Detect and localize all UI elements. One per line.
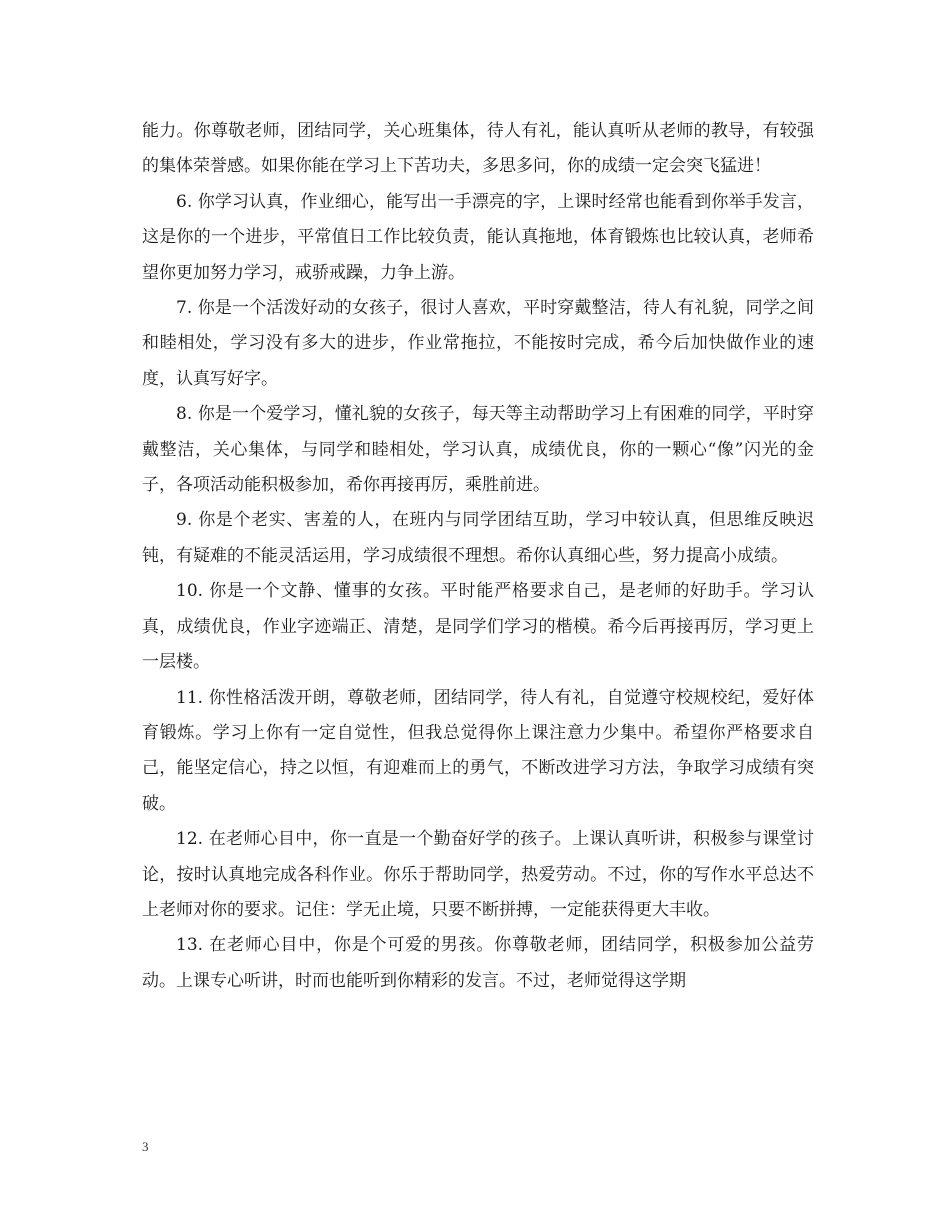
paragraph-comment-12: 12. 在老师心目中，你一直是一个勤奋好学的孩子。上课认真听讲，积极参与课堂讨论，按时认真地完成各科作业。你乐于帮助同学，热爱劳动。不过，你的写作水平总达不上老师对你的要求。记住：学无止境，只要不断拼搏，一定能获得更大丰收。 [142,829,814,920]
page-number: 3 [142,1139,149,1154]
paragraph-continued: 能力。你尊敬老师，团结同学，关心班集体，待人有礼，能认真听从老师的教导，有较强的集体荣誉感。如果你能在学习上下苦功夫，多思多问，你的成绩一定会突飞猛进！ [142,121,814,177]
paragraph-comment-7: 7. 你是一个活泼好动的女孩子，很讨人喜欢，平时穿戴整洁，待人有礼貌，同学之间和睦相处，学习没有多大的进步，作业常拖拉，不能按时完成，希今后加快做作业的速度，认真写好字。 [142,298,814,389]
paragraph-comment-9: 9. 你是个老实、害羞的人，在班内与同学团结互助，学习中较认真，但思维反映迟钝，有疑难的不能灵活运用，学习成绩很不理想。希你认真细心些，努力提高小成绩。 [142,510,814,566]
document-body [142,114,814,999]
paragraph-comment-11: 11. 你性格活泼开朗，尊敬老师，团结同学，待人有礼，自觉遵守校规校纪，爱好体育锻炼。学习上你有一定自觉性，但我总觉得你上课注意力少集中。希望你严格要求自己，能坚定信心，持之以恒，有迎难而上的勇气，不断改进学习方法，争取学习成绩有突破。 [142,687,814,814]
paragraph-comment-13: 13. 在老师心目中，你是个可爱的男孩。你尊敬老师，团结同学，积极参加公益劳动。上课专心听讲，时而也能听到你精彩的发言。不过，老师觉得这学期 [142,935,814,991]
paragraph-comment-10: 10. 你是一个文静、懂事的女孩。平时能严格要求自己，是老师的好助手。学习认真，成绩优良，作业字迹端正、清楚，是同学们学习的楷模。希今后再接再厉，学习更上一层楼。 [142,581,814,673]
paragraph-comment-6: 6. 你学习认真，作业细心，能写出一手漂亮的字，上课时经常也能看到你举手发言，这是你的一个进步，平常值日工作比较负责，能认真拖地，体育锻炼也比较认真，老师希望你更加努力学习，戒骄戒躁，力争上游。 [142,191,814,283]
paragraph-comment-8: 8. 你是一个爱学习，懂礼貌的女孩子，每天等主动帮助学习上有困难的同学，平时穿戴整洁，关心集体，与同学和睦相处，学习认真，成绩优良，你的一颗心“像”闪光的金子，各项活动能积极参加，希你再接再厉，乘胜前进。 [142,404,814,496]
